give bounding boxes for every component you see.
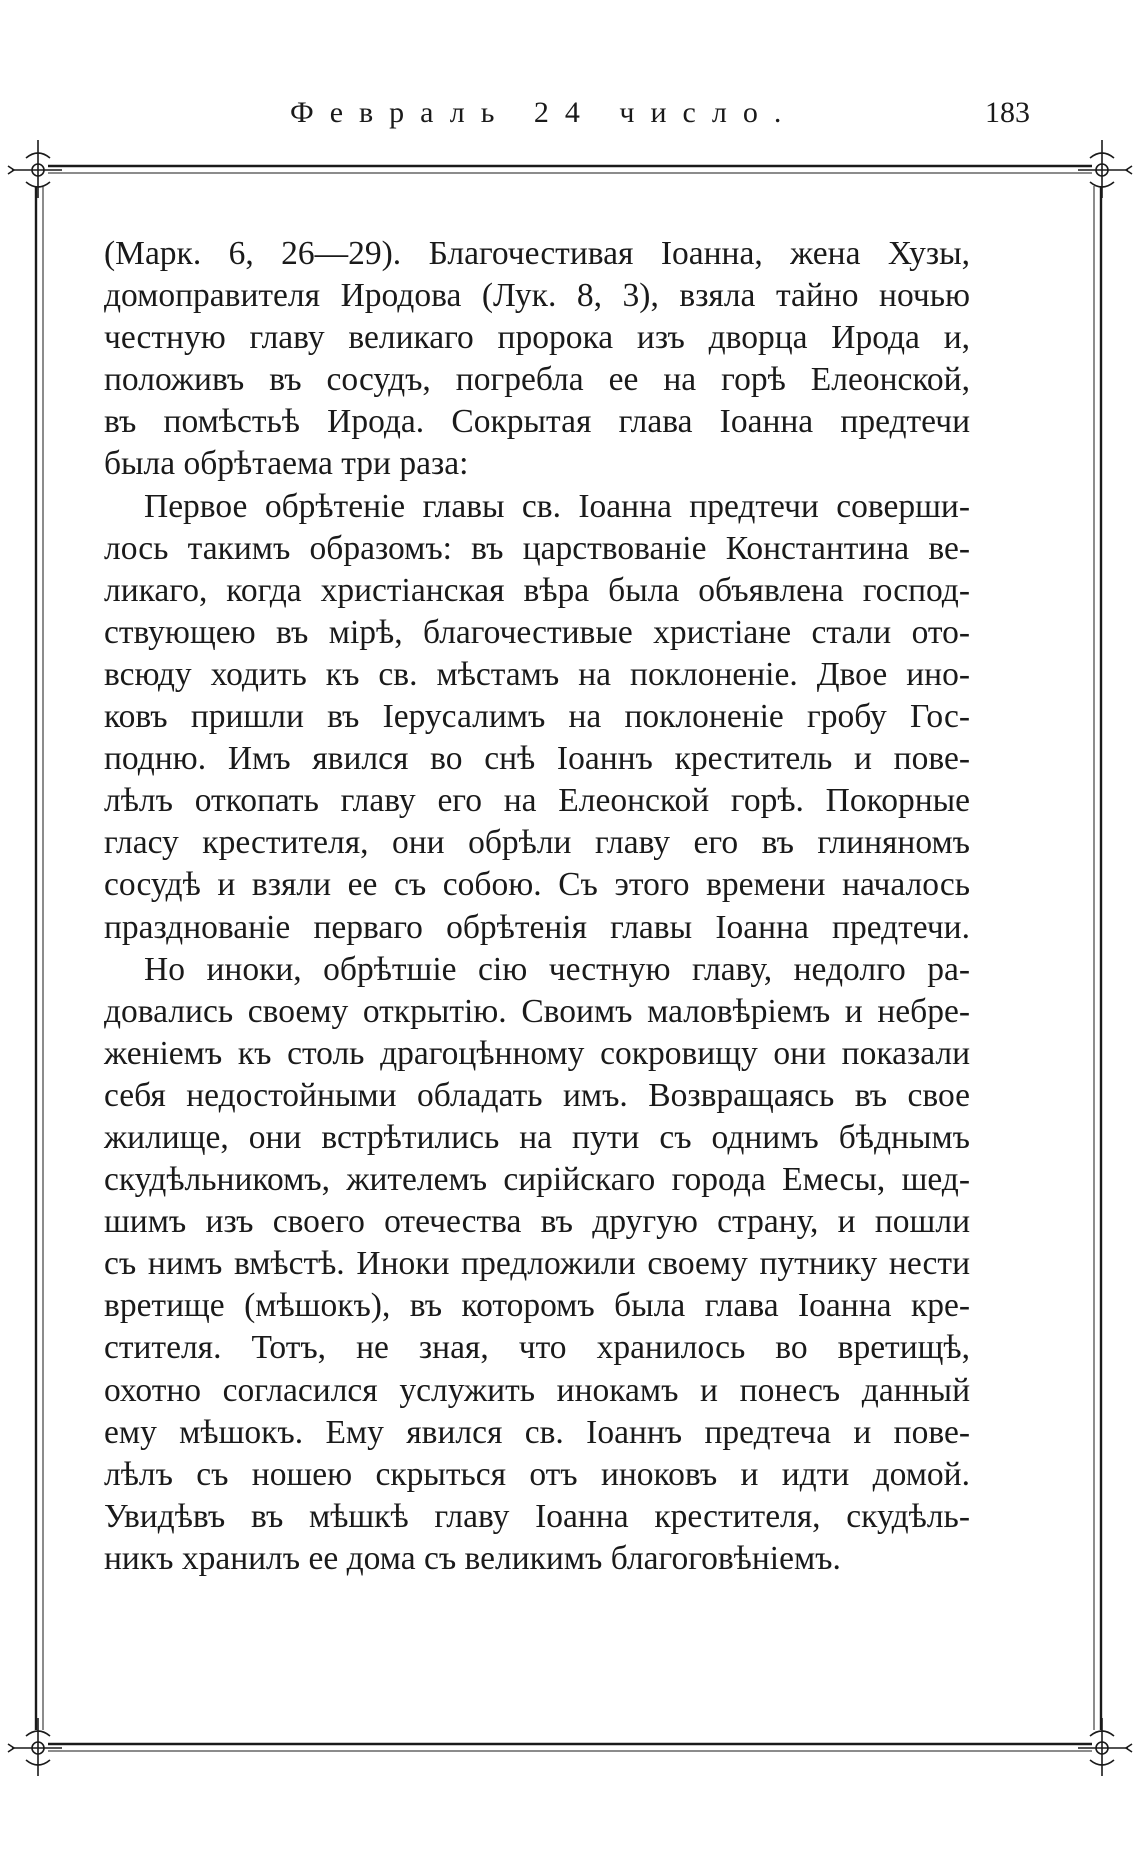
- text-line: въ помѣстьѣ Ирода. Сокрытая глава Іоанна предтечи: [104, 403, 970, 441]
- text-line: себя недостойными обладать имъ. Возвращаясь въ свое: [104, 1076, 970, 1114]
- text-line: Первое обрѣтеніе главы св. Іоанна предтечи соверши-: [144, 487, 970, 525]
- text-line: Увидѣвъ въ мѣшкѣ главу Іоанна крестителя, скудѣль-: [104, 1497, 970, 1535]
- text-line: честную главу великаго пророка изъ дворца Ирода и,: [104, 319, 970, 357]
- text-line: домоправителя Иродова (Лук. 8, 3), взяла тайно ночью: [104, 277, 970, 315]
- text-line: ствующею въ мірѣ, благочестивые христіане стали ото-: [104, 613, 970, 651]
- text-line: шимъ изъ своего отечества въ другую страну, и пошли: [104, 1203, 970, 1241]
- page-number: 183: [985, 96, 1030, 129]
- text-line: лось такимъ образомъ: въ царствованіе Константина ве-: [104, 529, 970, 567]
- text-line: жилище, они встрѣтились на пути съ однимъ бѣднымъ: [104, 1118, 970, 1156]
- text-line: охотно согласился услужить инокамъ и понесъ данный: [104, 1371, 970, 1409]
- text-line: женіемъ къ столь драгоцѣнному сокровищу они показали: [104, 1034, 970, 1072]
- text-line: празднованіе перваго обрѣтенія главы Іоанна предтечи.: [104, 908, 970, 946]
- corner-ornament-bottom-right: [1078, 1718, 1132, 1776]
- body-text: [104, 233, 970, 1580]
- text-line: никъ хранилъ ее дома съ великимъ благоговѣніемъ.: [104, 1539, 841, 1577]
- text-line: скудѣльникомъ, жителемъ сирійскаго города Емесы, шед-: [104, 1161, 970, 1199]
- text-line: довались своему открытію. Своимъ маловѣріемъ и небре-: [104, 992, 970, 1030]
- text-line: положивъ въ сосудъ, погребла ее на горѣ Елеонской,: [104, 361, 970, 399]
- text-line: лѣлъ съ ношею скрыться отъ иноковъ и идти домой.: [104, 1455, 970, 1493]
- text-line: была обрѣтаема три раза:: [104, 445, 469, 483]
- text-line: ковъ пришли въ Іерусалимъ на поклоненіе гробу Гос-: [104, 698, 970, 736]
- text-line: съ нимъ вмѣстѣ. Иноки предложили своему путнику нести: [104, 1245, 970, 1283]
- text-line: всюду ходить къ св. мѣстамъ на поклоненіе. Двое ино-: [104, 655, 970, 693]
- running-title: Февраль 24 число.: [290, 96, 798, 129]
- text-line: ликаго, когда христіанская вѣра была объявлена господ-: [104, 571, 970, 609]
- text-line: сосудѣ и взяли ее съ собою. Съ этого времени началось: [104, 866, 970, 904]
- text-line: гласу крестителя, они обрѣли главу его въ глиняномъ: [104, 824, 970, 862]
- text-line: вретище (мѣшокъ), въ которомъ была глава Іоанна кре-: [104, 1287, 970, 1325]
- text-line: ему мѣшокъ. Ему явился св. Іоаннъ предтеча и пове-: [104, 1413, 970, 1451]
- corner-ornament-top-right: [1078, 140, 1132, 198]
- text-line: Но иноки, обрѣтшіе сію честную главу, недолго ра-: [144, 950, 970, 988]
- text-line: (Марк. 6, 26—29). Благочестивая Іоанна, жена Хузы,: [104, 235, 970, 272]
- text-line: подню. Имъ явился во снѣ Іоаннъ креститель и пове-: [104, 740, 970, 778]
- text-line: стителя. Тотъ, не зная, что хранилось во вретищѣ,: [104, 1329, 970, 1367]
- text-line: лѣлъ откопать главу его на Елеонской горѣ. Покорные: [104, 782, 970, 820]
